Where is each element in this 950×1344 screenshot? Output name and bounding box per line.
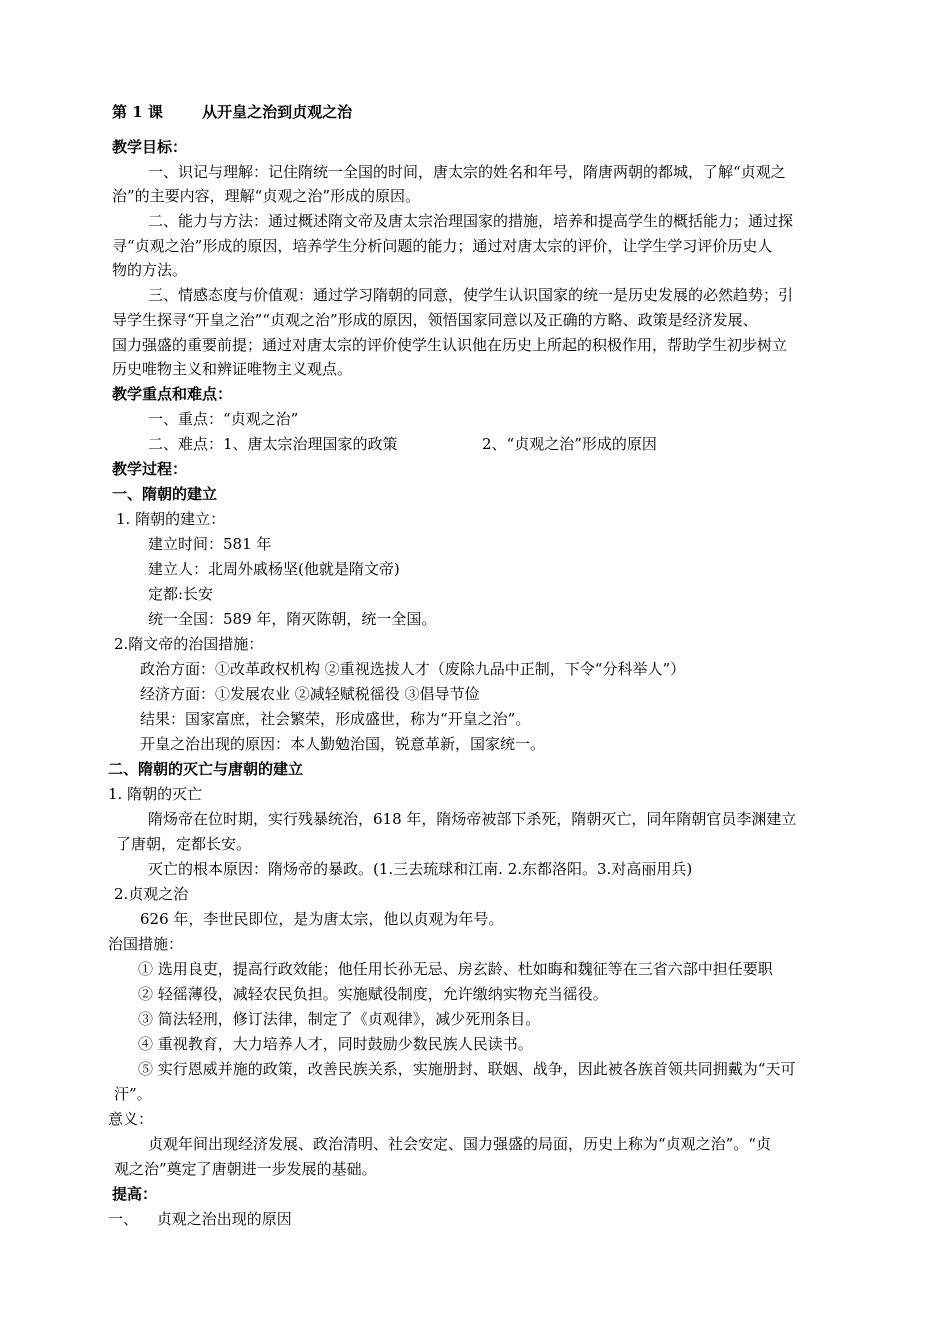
goals-paragraph-line: 物的方法。 <box>112 261 188 279</box>
fact-line: 建立时间：581 年 <box>148 535 272 553</box>
key-point: 一、重点：“贞观之治” <box>148 410 299 428</box>
paragraph-line: 观之治”奠定了唐朝进一步发展的基础。 <box>114 1160 377 1178</box>
process-heading: 教学过程： <box>112 460 188 478</box>
goals-paragraph-line: 国力强盛的重要前提；通过对唐太宗的评价使学生认识他在历史上所起的积极作用，帮助学生初步树立 <box>112 336 788 354</box>
fact-line: 统一全国：589 年，隋灭陈朝，统一全国。 <box>148 610 437 628</box>
lesson-name: 从开皇之治到贞观之治 <box>202 103 353 121</box>
section-1-heading: 一、隋朝的建立 <box>112 485 218 503</box>
paragraph-line: 隋炀帝在位时期，实行残暴统治，618 年，隋炀帝被部下杀死，隋朝灭亡，同年隋朝官员李渊建立 <box>148 810 797 828</box>
paragraph-line: 贞观年间出现经济发展、政治清明、社会安定、国力强盛的局面，历史上称为“贞观之治”。“贞 <box>148 1135 772 1153</box>
sub-heading: 1. 隋朝的建立： <box>116 510 226 528</box>
fact-line: 建立人：北周外戚杨坚(他就是隋文帝) <box>148 560 400 578</box>
measure-line: 结果：国家富庶，社会繁荣，形成盛世，称为“开皇之治”。 <box>140 710 531 728</box>
improve-heading: 提高： <box>112 1185 158 1203</box>
lesson-title <box>112 101 352 123</box>
sub-heading: 2.隋文帝的治国措施： <box>114 635 264 653</box>
goals-paragraph-line: 历史唯物主义和辨证唯物主义观点。 <box>112 360 353 378</box>
measure-line: 政治方面：①改革政权机构 ②重视选拔人才（废除九品中正制，下令“分科举人”） <box>140 660 686 678</box>
difficult-point-1: 二、难点：1、唐太宗治理国家的政策 <box>148 435 398 453</box>
goals-paragraph-line: 三、情感态度与价值观：通过学习隋朝的同意，使学生认识国家的统一是历史发展的必然趋势；引 <box>148 286 794 304</box>
paragraph-line: 了唐朝，定都长安。 <box>116 835 252 853</box>
goals-paragraph-line: 治”的主要内容，理解“贞观之治”形成的原因。 <box>112 187 421 205</box>
improve-item <box>108 1208 292 1230</box>
measure-item: 汗”。 <box>114 1085 152 1103</box>
improve-item-text: 贞观之治出现的原因 <box>156 1210 292 1228</box>
section-2-heading: 二、隋朝的灭亡与唐朝的建立 <box>108 760 304 778</box>
measure-item: ⑤ 实行恩威并施的政策，改善民族关系，实施册封、联姻、战争，因此被各族首领共同拥戴为“天可 <box>138 1060 796 1078</box>
fact-line: 定都:长安 <box>148 585 214 603</box>
measure-line: 开皇之治出现的原因：本人勤勉治国，锐意革新，国家统一。 <box>140 735 546 753</box>
sub-heading: 1. 隋朝的灭亡 <box>108 785 203 803</box>
goals-paragraph-line: 寻“贞观之治”形成的原因，培养学生分析问题的能力；通过对唐太宗的评价，让学生学习评价历史人 <box>112 237 773 255</box>
sub-heading: 2.贞观之治 <box>114 885 189 903</box>
goals-paragraph-line: 一、识记与理解：记住隋统一全国的时间，唐太宗的姓名和年号，隋唐两朝的都城，了解“贞观之 <box>148 163 786 181</box>
measure-item: ④ 重视教育，大力培养人才，同时鼓励少数民族人民读书。 <box>138 1035 533 1053</box>
measure-item: ③ 简法轻刑，修订法律，制定了《贞观律》，减少死刑条目。 <box>138 1010 541 1028</box>
meaning-heading: 意义： <box>108 1110 154 1128</box>
measures-heading: 治国措施： <box>108 935 184 953</box>
measure-item: ② 轻徭薄役，减轻农民负担。实施赋役制度，允许缴纳实物充当徭役。 <box>138 985 608 1003</box>
goals-heading: 教学目标： <box>112 138 188 156</box>
goals-paragraph-line: 导学生探寻“开皇之治”“贞观之治”形成的原因，领悟国家同意以及正确的方略、政策是经济发展、 <box>112 311 758 329</box>
lesson-number: 第 1 课 <box>112 103 163 121</box>
measure-item: ① 选用良吏，提高行政效能；他任用长孙无忌、房玄龄、杜如晦和魏征等在三省六部中担任要职 <box>138 960 773 978</box>
improve-item-number: 一、 <box>108 1210 139 1228</box>
difficult-point-2: 2、“贞观之治”形成的原因 <box>482 435 657 453</box>
measure-line: 经济方面：①发展农业 ②减轻赋税徭役 ③倡导节俭 <box>140 685 480 703</box>
goals-paragraph-line: 二、能力与方法：通过概述隋文帝及唐太宗治理国家的措施，培养和提高学生的概括能力；通过探 <box>148 212 794 230</box>
keypoints-heading: 教学重点和难点： <box>112 385 233 403</box>
paragraph-line: 灭亡的根本原因：隋炀帝的暴政。(1.三去琉球和江南. 2.东都洛阳。3.对高丽用兵) <box>148 860 693 878</box>
paragraph-line: 626 年，李世民即位，是为唐太宗，他以贞观为年号。 <box>140 910 504 928</box>
